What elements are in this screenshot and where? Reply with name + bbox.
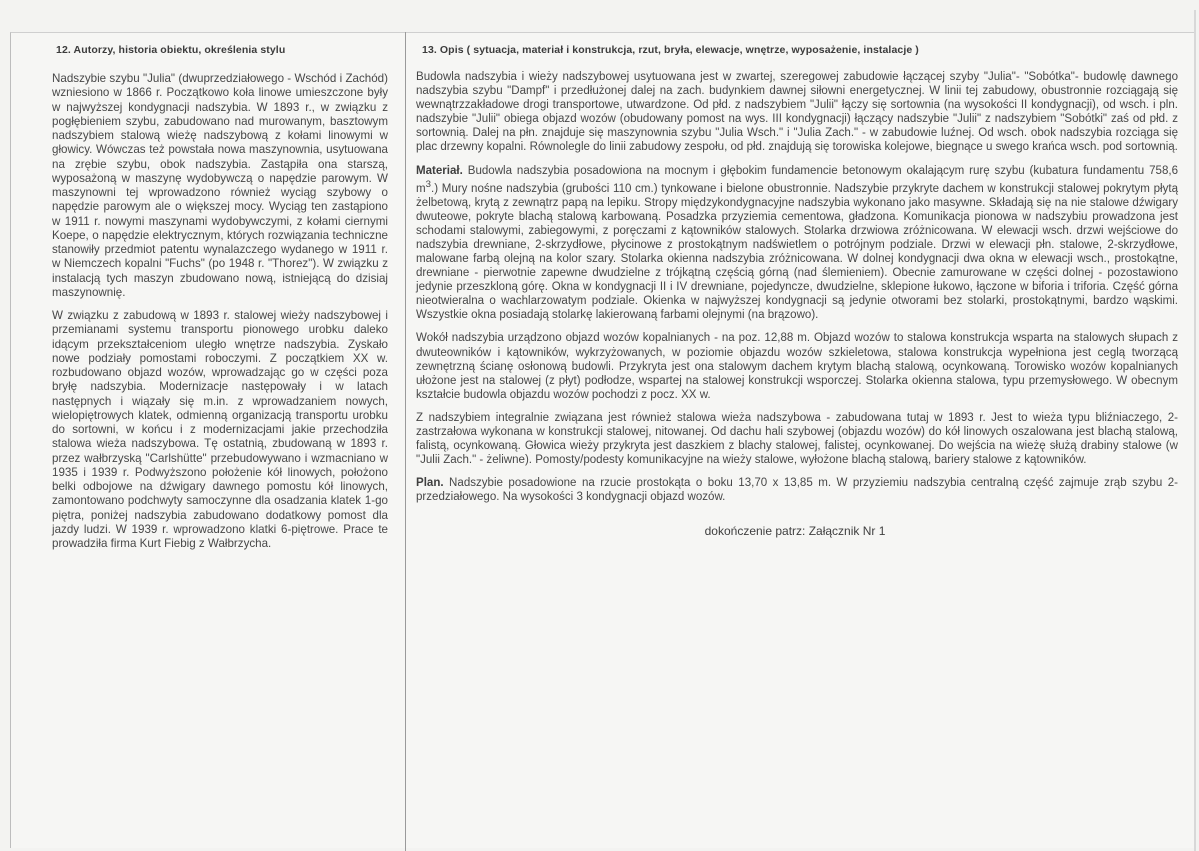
material-text-a: Budowla nadszybia posadowiona na mocnym i głębokim fundamencie betonowym okalającym rurę szybu (kubatura fundamentu 758,6 m	[416, 164, 1178, 195]
material-label: Materiał.	[416, 164, 463, 177]
section-12-paragraph-2: W związku z zabudową w 1893 r. stalowej wieży nadszybowej i przemianami systemu transportu pionowego urobku daleko idącym przekształceniom uległo wnętrze nadszybia. Zyskało nowe podziały pomostami roboczymi. Z początkiem XX w. rozbudowano objazd wozów, wprowadzając go w części poza bryłę nadszybia. Modernizacje następowały i w latach następnych i wiązały się m.in. z wprowadzaniem nowych, wielopiętrowych klatek, odmienną organizacją transportu urobku do sortowni, w końcu i z modernizacjami jakie przechodziła stalowa wieża nadszybowa. Tę ostatnią, zbudowaną w 1893 r. przez wałbrzyską "Carlshütte" przebudowywano i wzmacniano w 1935 i 1939 r. Podwyższono położenie kół linowych, położono belki odbojowe na dźwigary dawnego pomostu kół linowych, zamontowano podchwyty samoczynne dla osadzania klatek 1-go piętra, poniżej nadszybia zabudowano dodatkowy pomost dla jazdy ludzi. W 1939 r. wprowadzono klatki 6-piętrowe. Prace te prowadziła firma Kurt Fiebig z Wałbrzycha.	[52, 309, 388, 550]
section-13-title: 13. Opis ( sytuacja, materiał i konstrukcja, rzut, bryła, elewacje, wnętrze, wyposażenie, instalacje )	[422, 44, 919, 56]
continuation-note: dokończenie patrz: Załącznik Nr 1	[704, 524, 886, 539]
page-edge	[1194, 10, 1196, 851]
column-divider	[405, 32, 406, 851]
section-13-paragraph-plan	[416, 476, 1178, 504]
plan-label: Plan.	[416, 477, 444, 490]
section-13-paragraph-objazd: Wokół nadszybia urządzono objazd wozów kopalnianych - na poz. 12,88 m. Objazd wozów to stalowa konstrukcja wsparta na stalowych słupach z dwuteowników i kątowników, wykrzyżowanych, w poziomie objazdu wozów szkieletowa, stalowa konstrukcja wypełniona jest ceglą tworzącą zewnętrzną ścianę osłonową budowli. Przykryta jest ona stalowym dachem krytym blachą stalową, ocynkowaną. Torowisko wozów kopalnianych ułożone jest na stalowej (z płyt) podłodze, wspartej na stalowej konstrukcji wsporczej. Stolarka okienna stalowa, typu przemysłowego. W obecnym kształcie budowla objazdu wozów pochodzi z pocz. XX w.	[416, 332, 1178, 401]
section-12-title: 12. Autorzy, historia obiektu, określenia stylu	[56, 44, 286, 56]
section-12-column	[52, 44, 388, 560]
section-13-column	[416, 44, 1178, 538]
plan-text: Nadszybie posadowione na rzucie prostokąta o boku 13,70 x 13,85 m. W przyziemiu nadszybia centralną część zajmuje zrąb szybu 2-przedziałowego. Na wysokości 3 kondygnacji objazd wozów.	[416, 477, 1178, 504]
section-13-paragraph-material	[416, 164, 1178, 323]
section-13-paragraph-situation: Budowla nadszybia i wieży nadszybowej usytuowana jest w zwartej, szeregowej zabudowie łączącej szyby "Julia"- "Sobótka"- budowlę dawnego nadszybia szybu "Dampf" i przedłużonej dalej na zach. budynkiem dawnej siłowni energetycznej. W linii tej zabudowy, obustronnie rozciągają się wewnątrzzakładowe drogi transportowe, utwardzone. Od płd. z nadszybiem "Julii" łączy się sortownia (na wysokości II kondygnacji), od wsch. i pln. nadszybie "Julii" obiega objazd wozów (obudowany pomost na wys. III kondygnacji) łączący nadszybie "Julii" z nadszybiem "Sobótki" zaś od płd. z sortownią. Dalej na płn. znajduje się maszynownia szybu "Julia Wsch." i "Julia Zach." - w zabudowie luźnej. Od wsch. obok nadszybia rozciąga się plac drzewny kopalni. Równolegle do linii zabudowy zespołu, od płd. znajdują się torowiska kolejowe, biegnące u swego krańca wsch. pod sortownią.	[416, 71, 1178, 154]
cubic-superscript: 3	[425, 178, 431, 190]
section-13-paragraph-tower: Z nadszybiem integralnie związana jest również stalowa wieża nadszybowa - zabudowana tutaj w 1893 r. Jest to wieża typu bliźniaczego, 2-zastrzałowa wykonana w konstrukcji stalowej, nitowanej. Od dachu hali szybowej (objazdu wozów) do kół linowych oszalowana jest blachą stalową, falistą, ocynkowaną. Głowica wieży przykryta jest daszkiem z blachy stalowej, falistej, ocynkowanej. Do wejścia na wieżę służą drabiny stalowe (w "Julii Zach." - żeliwne). Pomosty/podesty komunikacyjne na wieży stalowe, wyłożone blachą stalową, bariery stalowe z kątowników.	[416, 411, 1178, 467]
section-12-paragraph-1: Nadszybie szybu "Julia" (dwuprzedziałowego - Wschód i Zachód) wzniesiono w 1866 r. Początkowo koła linowe umieszczone były w najwyższej kondygnacji nadszybia. W 1893 r., w związku z pogłębieniem szybu, zabudowano nad murowanym, basztowym nadszybiem stalową wieżę nadszybową z kołami linowymi w głowicy. Wówczas też powstała nowa maszynownia, usytuowana na zrębie szybu, obok nadszybia. Zastąpiła ona starszą, wyposażoną w maszynę wydobywczą o napędzie parowym. W maszynowni tej wprowadzono również wyciąg szybowy o napędzie parowym ale o większej mocy. Wyciąg ten zastąpiono w 1911 r. nowymi maszynami wydobywczymi, z kołami ciernymi Koepe, o napędzie elektrycznym, których rozwiązania techniczne stanowiły przedmiot patentu wynalazczego wydanego w 1911 r. w Niemczech kopalni "Fuchs" (po 1948 r. "Thorez"). W związku z instalacją tych maszyn zbudowano nową, istniejącą do dzisiaj maszynownię.	[52, 72, 388, 299]
material-text-b: .) Mury nośne nadszybia (grubości 110 cm.) tynkowane i bielone obustronnie. Nadszybie przykryte dachem w konstrukcji stalowej pokrytym płytą żelbetową, krytą z zewnątrz papą na lepiku. Stropy międzykondygnacyjne nadszybia wykonano jako masywne. Składają się na nie stalowe dźwigary dwuteowe, pokryte blachą stalową karbowaną. Posadzka przyziemia cementowa, gładzona. Komunikacja pionowa w nadszybiu prowadzona jest schodami stalowymi, zabiegowymi, z poręczami z kątowników stalowych. Stolarka drzwiowa zróżnicowana. W elewacji wsch. drzwi wejściowe do nadszybia drewniane, 2-skrzydłowe, płycinowe z prostokątnym nadświetlem o potrójnym podziale. Drzwi w elewacji płn. stalowe, 2-skrzydłowe, malowane farbą olejną na kolor szary. Stolarka okienna nadszybia zróżnicowana. W dolnej kondygnacji dwa okna w elewacji wsch., prostokątne, drewniane - pierwotnie zapewne dwudzielne z trójkątną częścią górną (nad ślemieniem). Obecnie zamurowane w części dolnej - pozostawiono jedynie przeszkloną górę. Okna w kondygnacji II i IV drewniane, pojedyncze, dwudzielne, sklepione łukowo, łączone w biforia i triforia. Część górna nieotwieralna o wachlarzowatym podziale. Okienka w najwyższej kondygnacji są jedynie otworami bez stolarki, prostokątnymi, bardzo wąskimi. Wszystkie okna posiadają stolarkę lakierowaną farbami olejnymi (na brązowo).	[416, 182, 1178, 322]
